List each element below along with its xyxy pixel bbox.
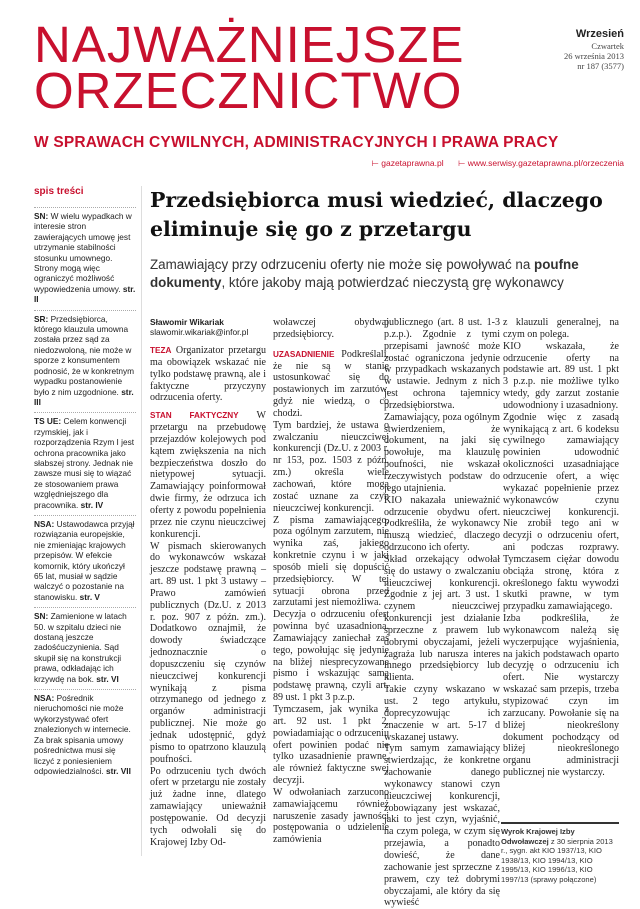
toc-tag: TS UE: (34, 416, 62, 427)
article-column-4: z klauzuli generalnej, na czym on polega. KIO wskazała, że odrzucenie oferty na podstawie art. 89 ust. 1 pkt 3 p.z.p. nie możliwe tylko wtedy, gdy zarzut zostanie udowodniony i uzasadniony. Zgodnie więc z zasadą wynikającą z art. 6 kodeksu cywilnego zamawiający powinien udowodnić okoliczności uzasadniające odrzucenie ofert, a więc wykazać popełnienie przez wykonawców czynu nieuczciwej konkurencji. Nie zrobił tego ani w decyzji o odrzuceniu ofert, ani podczas rozprawy. Tymczasem ciężar dowodu obciąża stronę, która z określonego faktu wywodzi skutki prawne, w tym przypadku zamawiającego. Izba podkreśliła, że wykonawcom należą się wyczerpujące wyjaśnienia, na jakich podstawach oparto decyzję o odrzuceniu ich ofert. Nie wystarczy wskazać sam przepis, trzeba stypizować czyn im zarzucany. Powołanie się na bliżej nieokreślony dokument pochodzący od bliżej nieokreślonego organu administracji publicznej nie wystarczy. (503, 317, 619, 779)
link-gazetaprawna[interactable]: ⊢ gazetaprawna.pl (371, 158, 444, 168)
toc-text: Przedsiębiorca, którego klauzula umowna została przez sąd za niedozwoloną, nie może w sporze z konsumentem podnosić, że w konkretnym wypadku postanowienie było z nim uzgodnione. (34, 313, 135, 397)
article-column-1: Sławomir Wikariak slawomir.wikariak@infor.pl TEZA Organizator przetargu ma obowiązek wskazać nie tylko podstawę prawną, ale i faktyczne przyczyny odrzucenia oferty. STAN FAKTYCZNY W przetargu na przebudowę przejazdów kolejowych pod kątem zwiększenia na nich bezpieczeństwa doszło do nietypowej sytuacji. Zamawiający poinformował dwie firmy, że odrzuca ich oferty z powodu popełnienia przez nie czynu nieuczciwej konkurencji. W pismach skierowanych do wykonawców wskazał jeszcze podstawę prawną – art. 89 ust. 1 pkt 3 ustawy – Prawo zamówień publicznych (Dz.U. z 2013 r. poz. 907 z późn. zm.). Dodatkowo oznajmił, że dowody świadczące jednoznacznie o dopuszczeniu się czynów nieuczciwej konkurencji wynikają z pisma otrzymanego od jednego z organów administracji publicznej. Nie może go jednak udostępnić, gdyż pismo to opatrzono klauzulą poufności. Po odrzuceniu tych dwóch ofert w przetargu nie zostały już żadne inne, dlatego zamawiający unieważnił postępowanie. Od decyzji tych odwołali się do Krajowej Izby Od- (150, 317, 266, 848)
verdict-title: Wyrok Krajowej Izby Odwoławczej (501, 827, 575, 846)
toc-page: str. IV (80, 499, 104, 510)
site-links (359, 158, 624, 169)
author-block (150, 317, 266, 337)
toc-item[interactable] (34, 607, 136, 689)
keyword-uzasadnienie: UZASADNIENIE (273, 349, 335, 359)
toc-page: str. II (34, 283, 136, 305)
edition-date: 26 września 2013 (564, 51, 624, 61)
article-column-2: woławczej obydwaj przedsiębiorcy. UZASADNIENIE Podkreślali, że nie są w stanie ustosunkować się do postawionych im zarzutów, gdyż nie wiedzą, o co chodzi. Tym bardziej, że ustawa o zwalczaniu nieuczciwej konkurencji (Dz.U. z 2003 r. nr 153, poz. 1503 z późn. zm.) określa wiele zachowań, które mogą zostać uznane za czyn nieuczciwej konkurencji. Z pisma zamawiającego, poza ogólnym zarzutem, nie wynika zaś, jakiego konkretnie czynu i w jaki sposób mieli się dopuścić przedsiębiorcy. W tej sytuacji obrona przed zarzutami jest niemożliwa. Decyzja o odrzuceniu ofert powinna być uzasadniona. Zamawiający zaniechał zaś tego, powołując się jedynie na bliżej niesprecyzowane pismo i wskazując samą podstawę prawną, czyli art. 89 ust. 1 pkt 3 p.z.p. Tymczasem, jak wynika z art. 92 ust. 1 pkt 2, powiadamiając o odrzuceniu ofert powinien podać nie tylko uzasadnienie prawne, ale również faktyczne swej decyzji. W odwołaniach zarzucono zamawiającemu również naruszenie zasady jawności postępowania o udzielenie zamówienia (273, 317, 389, 846)
masthead-line-2: ORZECZNICTWO (34, 62, 463, 119)
toc-text: Ustawodawca przyjął rozwiązania europejskie, nie zmieniając krajowych przepisów. W efekcie komornik, który ukończył 65 lat, musiał w sądzie walczyć o pozostanie na stanowisku. (34, 518, 135, 602)
toc-page: str. V (79, 591, 100, 602)
toc-tag: SN: (34, 211, 49, 221)
article-column-3: publicznego (art. 8 ust. 1-3 p.z.p.). Zgodnie z tymi przepisami jawność może zostać ograniczona jedynie w przypadkach wskazanych w ustawie. Jednym z nich jest ochrona tajemnicy przedsiębiorstwa. Zamawiający, poza ogólnym stwierdzeniem, że dokument, na jaki się powołuje, ma klauzulę poufności, nie wskazał rzeczywistych podstaw do jego utajnienia. KIO nakazała unieważnić odrzucenie obydwu ofert. Podkreśliła, że wykonawcy muszą wiedzieć, dlaczego odrzucono ich oferty. Skład orzekający odwołał się do ustawy o zwalczaniu nieuczciwej konkurencji. Zgodnie z jej art. 3 ust. 1 czynem nieuczciwej konkurencji jest działanie sprzeczne z prawem lub dobrymi obyczajami, jeżeli zagraża lub narusza interes innego przedsiębiorcy lub klienta. Takie czyny wskazano w ust. 2 tego artykułu, doprecyzowując ich znaczenie w art. 5-17 d wskazanej ustawy. Tym samym zamawiający stwierdzając, że konkretne zachowanie danego wykonawcy stanowi czyn nieuczciwej konkurencji, zobowiązany jest wskazać, jaki to jest czyn, wyjaśnić, na czym polega, w czym się przejawia, a ponadto dowieść, że dane zachowanie jest sprzeczne z prawem, czy też dobrymi obyczajami, ale który da się wywieść (384, 317, 500, 909)
table-of-contents (34, 207, 136, 781)
toc-tag: NSA: (34, 518, 55, 529)
author-name: Sławomir Wikariak (150, 317, 224, 327)
toc-item[interactable] (34, 310, 136, 413)
toc-heading: spis treści (34, 186, 84, 197)
keyword-teza: TEZA (150, 346, 172, 355)
toc-item[interactable] (34, 515, 136, 607)
toc-item[interactable] (34, 207, 136, 310)
verdict-text: z 30 sierpnia 2013 r., sygn. akt KIO 1937/13, KIO 1938/13, KIO 1994/13, KIO 1995/13, KIO 1996/13, KIO 1997/13 (sprawy połączone) (501, 836, 613, 884)
edition-month: Wrzesień (575, 28, 624, 40)
keyword-stan-faktyczny: STAN FAKTYCZNY (150, 411, 239, 421)
toc-tag: SN: (34, 611, 49, 622)
toc-text: Pośrednik nieruchomości nie może wykorzystywać ofert znalezionych w internecie. Za brak spisania umowy pośrednictwa musi się liczyć z poniesieniem odpowiedzialności. (34, 693, 131, 776)
masthead-line-1: NAJWAŻNIEJSZE (34, 16, 465, 73)
article-title: Przedsiębiorca musi wiedzieć, dlaczego eliminuje się go z przetargu (150, 188, 603, 241)
toc-item[interactable] (34, 689, 136, 781)
toc-page: str. III (34, 386, 134, 407)
toc-tag: NSA: (34, 693, 55, 704)
toc-tag: SR: (34, 313, 49, 324)
author-email[interactable]: slawomir.wikariak@infor.pl (150, 327, 249, 337)
masthead (34, 16, 465, 119)
toc-text: Celem konwencji rzymskiej, jak i rozporządzenia Rzym I jest ochrona pracownika jako słabszej strony. Jednak nie zawsze musi się to wiązać ze stosowaniem prawa względniejszego dla pracownika. (34, 416, 135, 510)
toc-page: str. VI (96, 673, 119, 684)
edition-issue: nr 187 (3577) (577, 61, 624, 71)
article-lead: Zamawiający przy odrzuceniu oferty nie może się powoływać na poufne dokumenty, które jakoby mają potwierdzać nieczystą grę wykonawcy (150, 257, 579, 290)
masthead-subtitle: W SPRAWACH CYWILNYCH, ADMINISTRACYJNYCH I PRAWA PRACY (34, 134, 559, 151)
column-divider (141, 186, 142, 856)
verdict-reference (501, 822, 619, 884)
edition-info (564, 28, 624, 71)
toc-text: W wielu wypadkach w interesie stron zawierających umowę jest utrzymanie stabilności stosunku umownego. Strony mogą więc ograniczyć możliwość wypowiedzenia umowy. (34, 211, 132, 294)
lead-emphasis: poufne dokumenty (150, 257, 579, 290)
toc-item[interactable] (34, 412, 136, 515)
toc-text: Zamienione w latach 50. w szpitalu dzieci nie dostaną jeszcze zadośćuczynienia. Sąd skupił się na konstrukcji prawa, odkładając ich krzywdę na bok. (34, 611, 127, 684)
edition-weekday: Czwartek (591, 41, 624, 51)
link-serwisy[interactable]: ⊢ www.serwisy.gazetaprawna.pl/orzeczenia (458, 158, 624, 168)
toc-page: str. VII (105, 765, 131, 776)
